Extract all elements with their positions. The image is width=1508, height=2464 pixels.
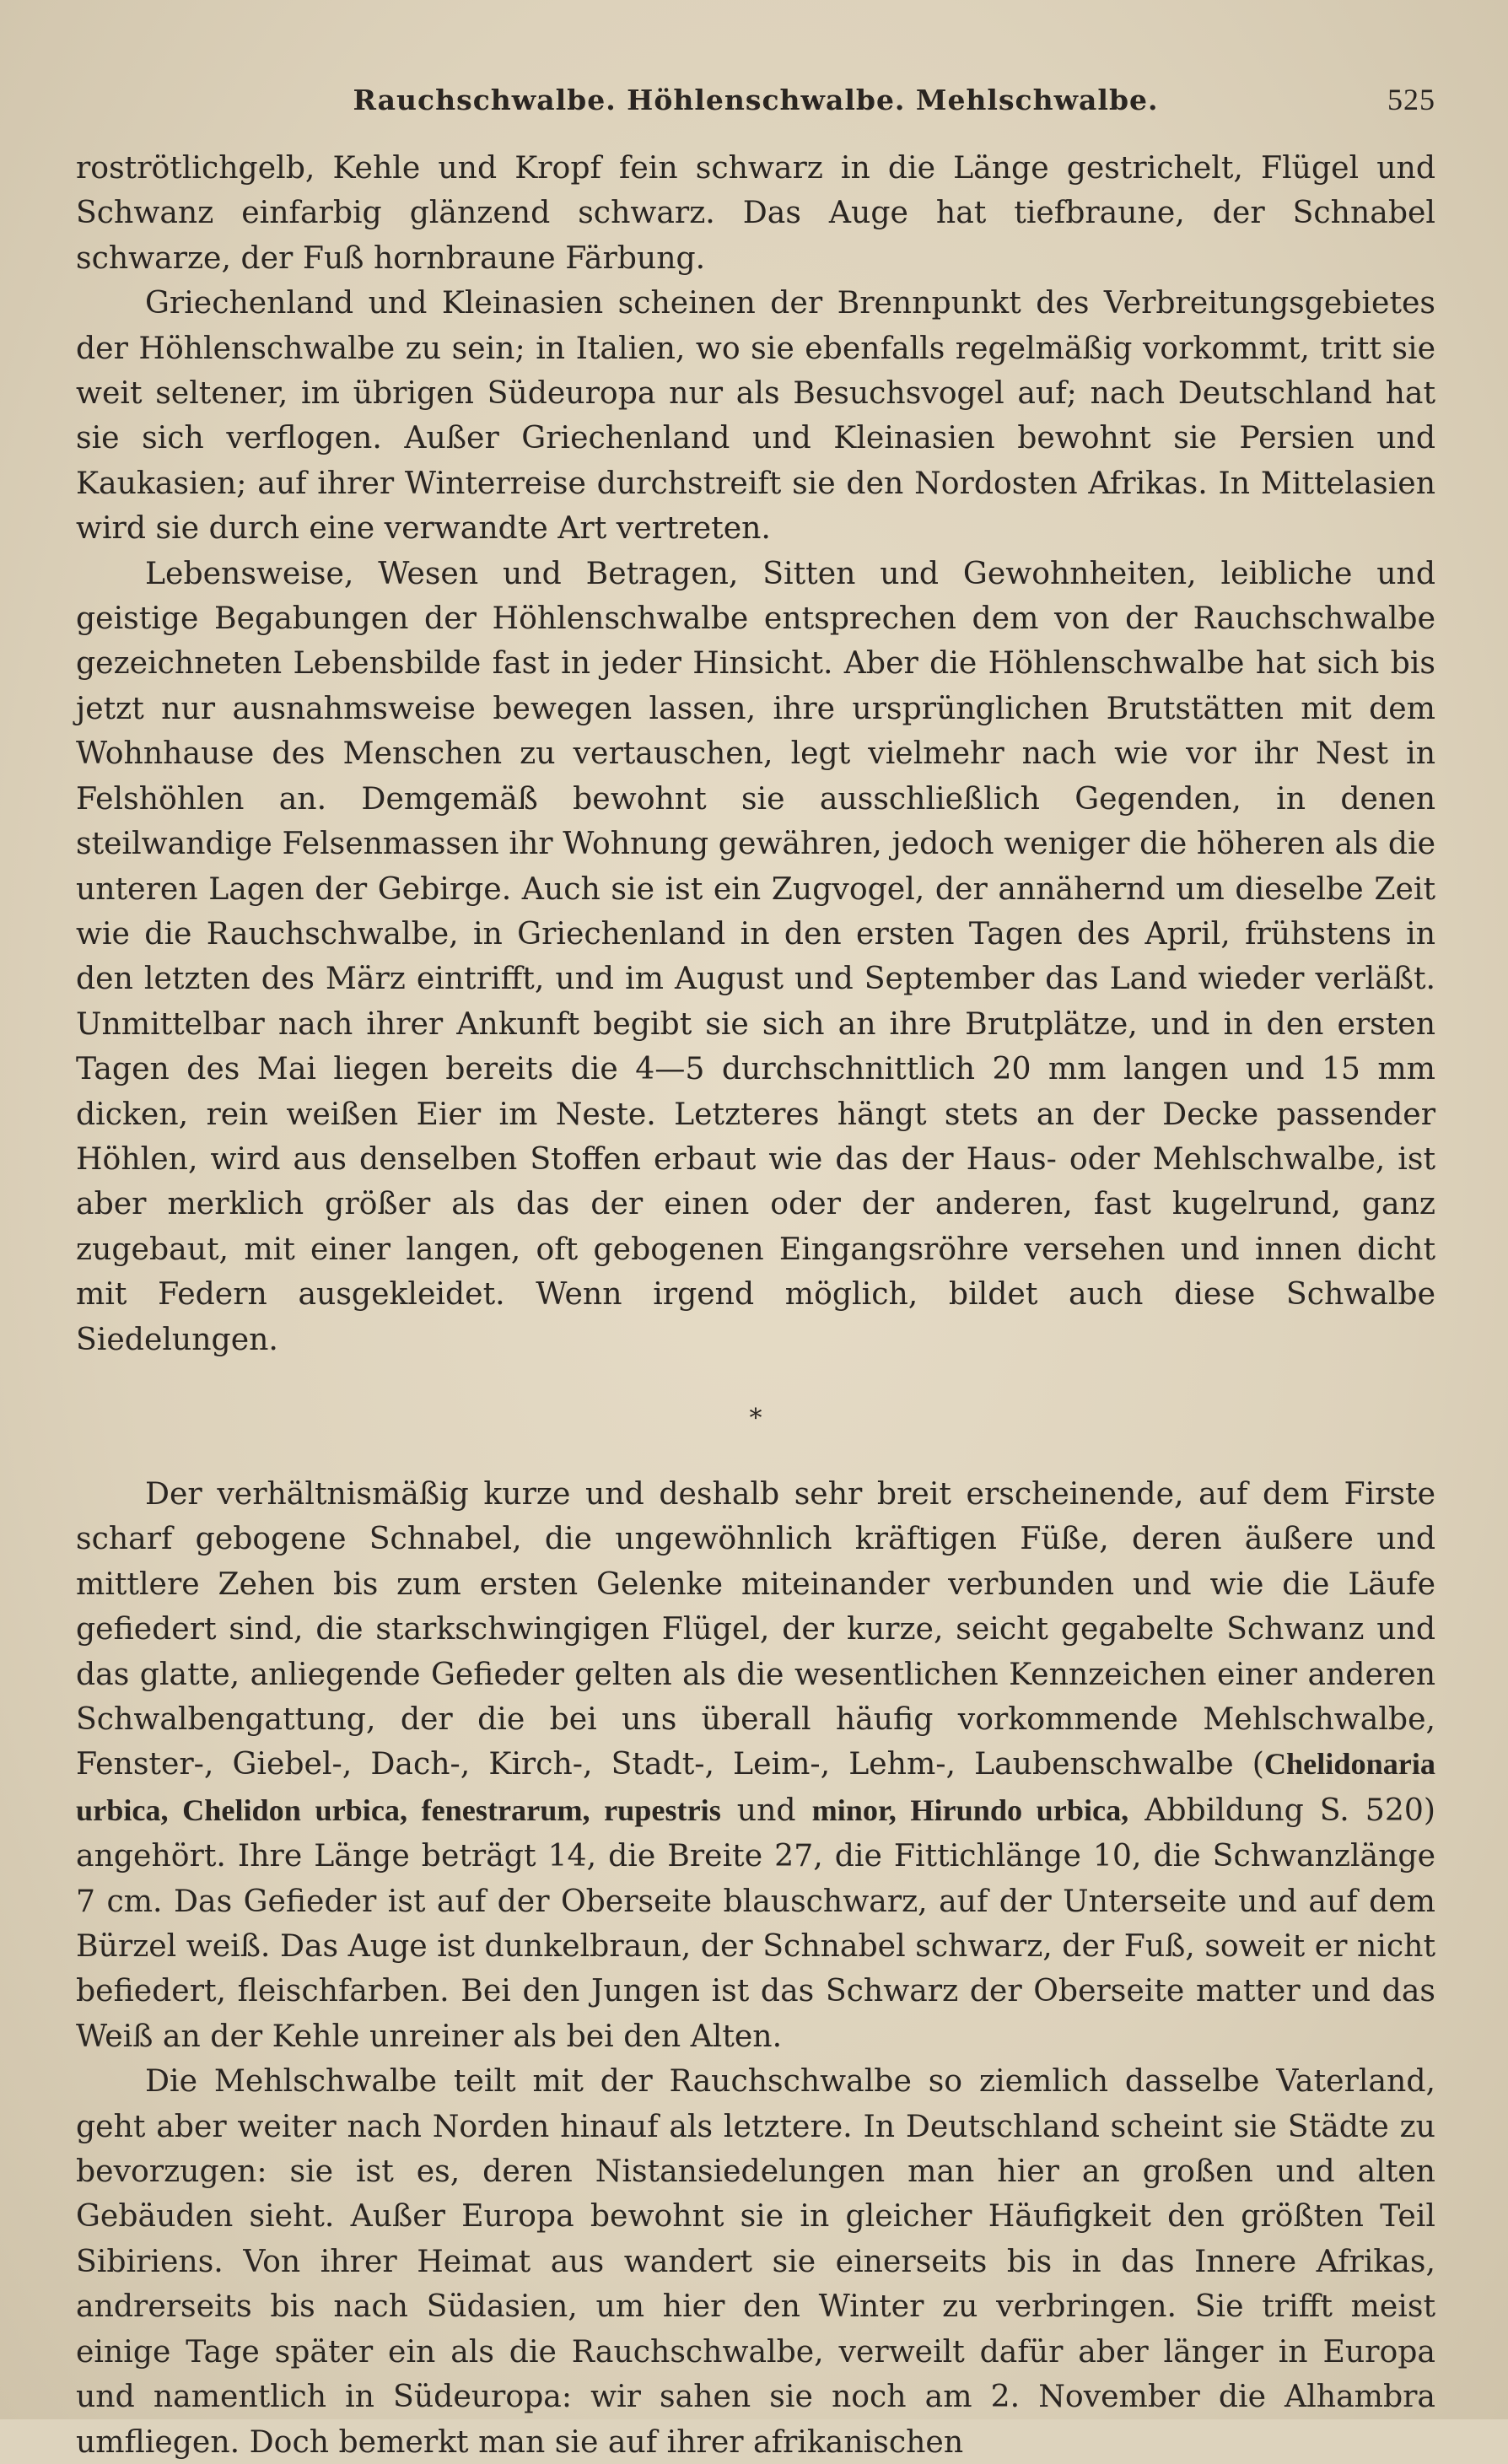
paragraph-house-martin-range: Die Mehlschwalbe teilt mit der Rauchschwalbe so ziemlich dasselbe Vaterland, geht aber weiter nach Norden hinauf als letztere. In Deutschland scheint sie Städte zu bevorzugen: sie ist es, deren Nistansiedelungen man hier an großen und alten Gebäuden sieht. Außer Europa bewohnt sie in gleicher Häufigkeit den größten Teil Sibiriens. Von ihrer Heimat aus wandert sie einerseits bis in das Innere Afrikas, andrerseits bis nach Südasien, um hier den Winter zu verbringen. Sie trifft meist einige Tage später ein als die Rauchschwalbe, verweilt dafür aber länger in Europa und namentlich in Südeuropa: wir sahen sie noch am 2. November die Alhambra umfliegen. Doch bemerkt man sie auf ihrer afrikanischen (76, 2062, 1435, 2460)
section-separator: * (749, 1403, 762, 1433)
page-body (76, 145, 1435, 2464)
paragraph-distribution: Griechenland und Kleinasien scheinen der Brennpunkt des Verbreitungsgebietes der Höhlenschwalbe zu sein; in Italien, wo sie ebenfalls regelmäßig vorkommt, tritt sie weit seltener, im übrigen Südeuropa nur als Besuchsvogel auf; nach Deutschland hat sie sich verflogen. Außer Griechenland und Kleinasien bewohnt sie Persien und Kaukasien; auf ihrer Winterreise durchstreift sie den Nordosten Afrikas. In Mittelasien wird sie durch eine verwandte Art vertreten. (76, 284, 1435, 547)
latin-names-2: minor, Hirundo urbica, (811, 1793, 1129, 1827)
page-number: 525 (1387, 83, 1435, 116)
description-text: Der verhältnismäßig kurze und deshalb sehr breit erscheinende, auf dem Firste scharf gebogene Schnabel, die ungewöhnlich kräftigen Füße, deren äußere und mittlere Zehen bis zum ersten Gelenke miteinander verbunden und wie die Läufe gefiedert sind, die starkschwingigen Flügel, der kurze, seicht gegabelte Schwanz und das glatte, anliegende Gefieder gelten als die wesentlichen Kennzeichen einer anderen Schwalbengattung, der die bei uns überall häufig vorkommende Mehlschwalbe, Fenster-, Giebel-, Dach-, Kirch-, Stadt-, Leim-, Lehm-, Laubenschwalbe ( (76, 1475, 1435, 1782)
paragraph-behaviour: Lebensweise, Wesen und Betragen, Sitten und Gewohnheiten, leibliche und geistige Begabungen der Höhlenschwalbe entsprechen dem von der Rauchschwalbe gezeichneten Lebensbilde fast in jeder Hinsicht. Aber die Höhlenschwalbe hat sich bis jetzt nur ausnahmsweise bewegen lassen, ihre ursprünglichen Brutstätten mit dem Wohnhause des Menschen zu vertauschen, legt vielmehr nach wie vor ihr Nest in Felshöhlen an. Demgemäß bewohnt sie ausschließlich Gegenden, in denen steilwandige Felsenmassen ihr Wohnung gewähren, jedoch weniger die höheren als die unteren Lagen der Gebirge. Auch sie ist ein Zugvogel, der annähernd um dieselbe Zeit wie die Rauchschwalbe, in Griechenland in den ersten Tagen des April, frühstens in den letzten des März eintrifft, und im August und September das Land wieder verläßt. Unmittelbar nach ihrer Ankunft begibt sie sich an ihre Brutplätze, und in den ersten Tagen des Mai liegen bereits die 4—5 durchschnittlich 20 mm langen und 15 mm dicken, rein weißen Eier im Neste. Letzteres hängt stets an der Decke passender Höhlen, wird aus denselben Stoffen erbaut wie das der Haus- oder Mehlschwalbe, ist aber merklich größer als das der einen oder der anderen, fast kugelrund, ganz zugebaut, mit einer langen, oft gebogenen Eingangsröhre versehen und innen dicht mit Federn ausgekleidet. Wenn irgend möglich, bildet auch diese Schwalbe Siedelungen. (76, 554, 1435, 1357)
paragraph-house-martin-description (76, 1471, 1435, 2058)
description-text-end: Abbildung S. 520) angehört. Ihre Länge beträgt 14, die Breite 27, die Fittichlänge 10, die Schwanzlänge 7 cm. Das Gefieder ist auf der Oberseite blauschwarz, auf der Unterseite und auf dem Bürzel weiß. Das Auge ist dunkelbraun, der Schnabel schwarz, der Fuß, soweit er nicht befiedert, fleischfarben. Bei den Jungen ist das Schwarz der Oberseite matter und das Weiß an der Kehle unreiner als bei den Alten. (76, 1791, 1435, 2054)
page-header (76, 74, 1435, 125)
running-title: Rauchschwalbe. Höhlenschwalbe. Mehlschwalbe. (353, 83, 1159, 116)
conjunction-text: und (720, 1791, 812, 1828)
paragraph-continuation: roströtlichgelb, Kehle und Kropf fein schwarz in die Länge gestrichelt, Flügel und Schwanz einfarbig glänzend schwarz. Das Auge hat tiefbraune, der Schnabel schwarze, der Fuß hornbraune Färbung. (76, 149, 1435, 276)
latin-names: Chelidonaria urbica, Chelidon urbica, fenestrarum, rupestris (76, 1747, 1435, 1827)
